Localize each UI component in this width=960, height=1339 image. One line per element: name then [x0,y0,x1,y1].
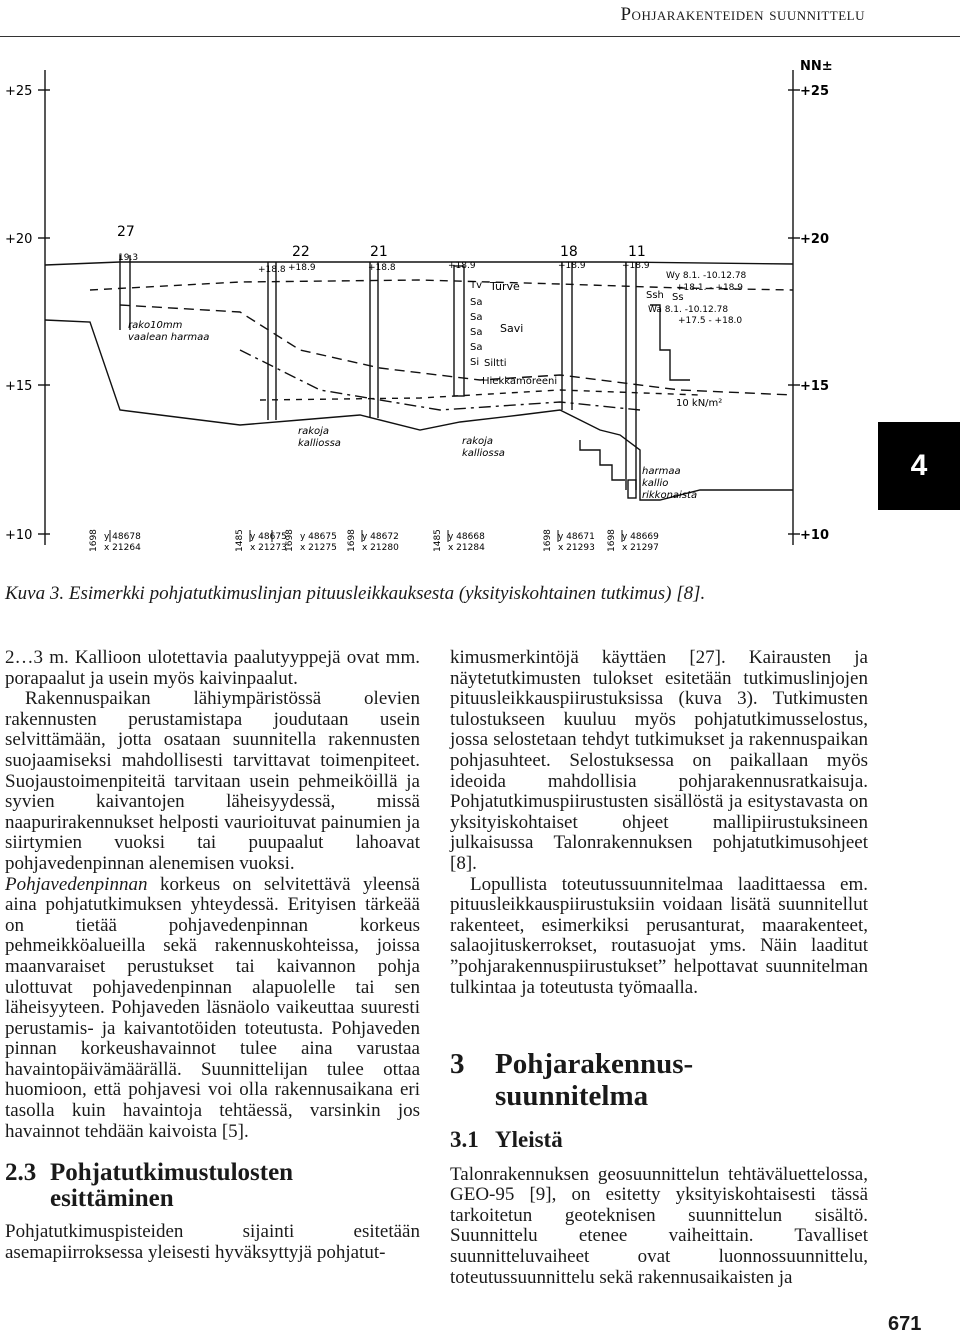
paragraph-text: korkeus on selvitettävä yleensä aina pohjatutkimuksen yhteydessä. Erityisen tärkeää on tietää pohjavedenpinnan korkeus pehmeikköalueilla sekä rakennuskohteissa, joissa maanvaraiset perustukset tai kaivannon pohja ulottuvat pohjavedenpinnan alapuolelle tai sen läheisyyteen. Pohjaveden läsnäolo vaikeuttaa suuresti perustamis- ja kaivantotöiden toteutusta. Pohjaveden pinnan korkeushavainnot tulee aina varustaa havaintopäivämäärällä. Suunnittelijan tulee ottaa huomioon, että pohjavesi voi olla rakennusaikana eri tasolla kuin havaintoja tehtäessä, varsinkin jos havainnot tehdään kaivoista [5]. [5,873,420,1142]
borehole-id: 22 [292,244,310,260]
section-number: 3.1 [450,1127,479,1153]
left-column [5,648,420,1263]
coord-y: y 48671 [558,532,595,542]
layer-name: Savi [500,322,524,335]
section-title-cont: esittäminen [50,1185,174,1213]
right-column [450,648,868,1288]
borehole-id: 11 [628,244,646,260]
sample-label: Ssh [646,290,664,301]
section-number: 2.3 [5,1159,37,1187]
pressure-label: 10 kN/m² [676,398,723,409]
coord-id: 1698 [89,529,99,552]
paragraph: Lopullista toteutussuunnitelmaa laadittaessa em. pituusleikkauspiirustuksiin voidaan lisätä suunnitellut rakenteet, esimerkiksi perusanturat, maarakenteet, salaojituskerrokset, routasuojat yms. Näin laaditut ”pohjarakennuspiirustukset” helpottavat suunnitelman tulkintaa ja toteutusta työmaalla. [450,873,868,998]
groundwater-reading: Wy 8.1. -10.12.78 [666,271,747,281]
coord-y: y 48668 [448,532,485,542]
rock-step [580,440,625,480]
layer-code: Sa [470,312,483,323]
ground-surface-line [45,262,793,265]
elevation-label: +10 [800,528,829,543]
surface-level: +18.8 [258,265,286,275]
coord-id: 1698 [607,529,617,552]
rock-note: rakoja [462,436,494,447]
coord-y: y 48678 [104,532,141,542]
crack-note: rako10mm [128,320,183,331]
rock-note: rikkonaista [642,490,698,501]
borehole-22 [268,262,276,420]
paragraph: Talonrakennuksen geosuunnittelun tehtäväluettelossa, GEO-95 [9], on esitetty yksityiskohtaisesti tässä tarkoitetun geoteknisen suunnittelun sisältö. Suunnittelu etenee vaiheittain. Tavalliset suunnitteluvaiheet ovat luonnossuunnittelu, toteutussuunnittelu sekä rakennusaikaisten ja [450,1163,868,1288]
surface-level: +18.9 [288,263,316,273]
borehole-id: 18 [560,244,578,260]
coord-id: 1698 [347,529,357,552]
paragraph [5,875,420,1143]
borehole-21 [370,262,378,418]
borehole-id: 27 [117,224,135,240]
crack-note: vaalean harmaa [128,332,210,343]
layer-name: Siltti [484,358,507,369]
elevation-label: +10 [5,528,33,543]
coord-x: x 21280 [362,543,399,553]
coord-x: x 21297 [622,543,659,553]
borehole-id: 21 [370,244,388,260]
chapter-heading-3 [450,1048,868,1112]
section-title: Yleistä [495,1127,563,1153]
elevation-label: +15 [800,379,829,394]
coord-x: x 21293 [558,543,595,553]
layer-code: Sa [470,327,483,338]
groundwater-reading: Wa 8.1. -10.12.78 [648,305,729,315]
rock-note: kallio [642,478,669,489]
layer-name: Hiekkamoreeni [482,376,558,387]
surface-level: +18.8 [368,263,396,273]
groundwater-reading: +18.1. - +18.9 [676,283,743,293]
layer-boundary [260,390,700,400]
elevation-label: +20 [800,232,829,247]
section-heading-3-1 [450,1127,868,1153]
coord-x: x 21264 [104,543,141,553]
section-heading-2-3 [5,1160,420,1212]
layer-code: Si [470,357,480,368]
section-title: Pohjatutkimustulosten [50,1159,294,1187]
elevation-label: +25 [800,84,829,99]
surface-level: +18.9 [558,261,586,271]
chapter-number: 3 [450,1048,465,1081]
header-rule [0,36,960,37]
coord-y: y 48672 [362,532,399,542]
chapter-title: Pohjarakennus- [495,1048,694,1081]
paragraph: 2…3 m. Kallioon ulotettavia paalutyyppejä ovat mm. porapaalut ja usein myös kaivinpaalut. [5,647,420,689]
elevation-label: +20 [5,232,33,247]
emphasis: Pohjavedenpinnan [5,873,148,895]
rock-note: kalliossa [298,438,341,449]
coord-id: 1698 [543,529,553,552]
elevation-label: +25 [5,84,33,99]
coord-id: 1485 [235,529,245,552]
paragraph: kimusmerkintöjä käyttäen [27]. Kairausten ja näytetutkimusten tulokset esitetään tutkimuslinjojen pituusleikkauspiirustuksissa (kuva 3). Tutkimusten tulostukseen kuuluu myös pohjatutkimusselostus, jossa selostetaan tehdyt tutkimukset ja rakennuspaikan pohjasuhteet. Selostuksessa on paikallaan myös ideoida mahdollisia pohjarakennusratkaisuja. Pohjatutkimuspiirustusten sisällöstä ja esitystavasta on yksityiskohtaiset ohjeet mallipiirustuksineen julkaisussa Talonrakennuksen pohjatutkimusohjeet [8]. [450,647,868,874]
datum-label: NN± [800,59,833,74]
layer-code: Sa [470,297,483,308]
sample-label: Ss [672,292,684,303]
layer-code: Tv [470,280,483,291]
rock-note: kalliossa [462,448,505,459]
surface-level: +18.9 [622,261,650,271]
coord-y: y 48669 [622,532,659,542]
surface-level: 19.3 [118,253,139,263]
borehole-tv [454,266,464,396]
layer-name: Turve [490,280,520,293]
rock-note: rakoja [298,426,330,437]
rock-surface-line [45,320,793,500]
groundwater-reading: +17.5 - +18.0 [678,316,743,326]
elevation-label: +15 [5,379,33,394]
chapter-tab: 4 [878,422,960,510]
surface-level: +18.9 [448,261,476,271]
coord-x: x 21273 [250,543,287,553]
layer-code: Sa [470,342,483,353]
layer-boundary [240,350,640,410]
coord-x: x 21275 [300,543,337,553]
coord-y: y 48675 [250,532,287,542]
chapter-title-cont: suunnitelma [495,1080,649,1113]
coord-id: 1698 [285,529,295,552]
figure-caption: Kuva 3. Esimerkki pohjatutkimuslinjan pituusleikkauksesta (yksityiskohtainen tutkimus) [8]. [5,583,706,604]
running-head: Pohjarakenteiden suunnittelu [620,4,865,25]
rock-note: harmaa [642,466,681,477]
coord-id: 1485 [433,529,443,552]
coord-y: y 48675 [300,532,337,542]
borehole-11 [626,262,636,498]
soil-profile-figure [0,50,860,570]
page-number: 671 [888,1313,922,1335]
paragraph: Pohjatutkimuspisteiden sijainti esitetään asemapiirroksessa yleisesti hyväksyttyjä pohjatut- [5,1221,420,1263]
coord-x: x 21284 [448,543,485,553]
borehole-27 [120,255,130,330]
paragraph: Rakennuspaikan lähiympäristössä olevien rakennusten perustamistapa joudutaan usein selvittämään, jotta osataan suunnitella rakennusten suojaamiseksi mahdollisesti tarvittavat toimenpiteet. Suojaustoimenpiteitä tarvitaan usein pehmeiköillä ja syvien kaivantojen läheisyydessä, missä naapurirakennukset helposti vaurioituvat painumien ja siirtymien vuoksi tai puupaalut lahoavat pohjavedenpinnan alenemisen vuoksi. [5,688,420,874]
